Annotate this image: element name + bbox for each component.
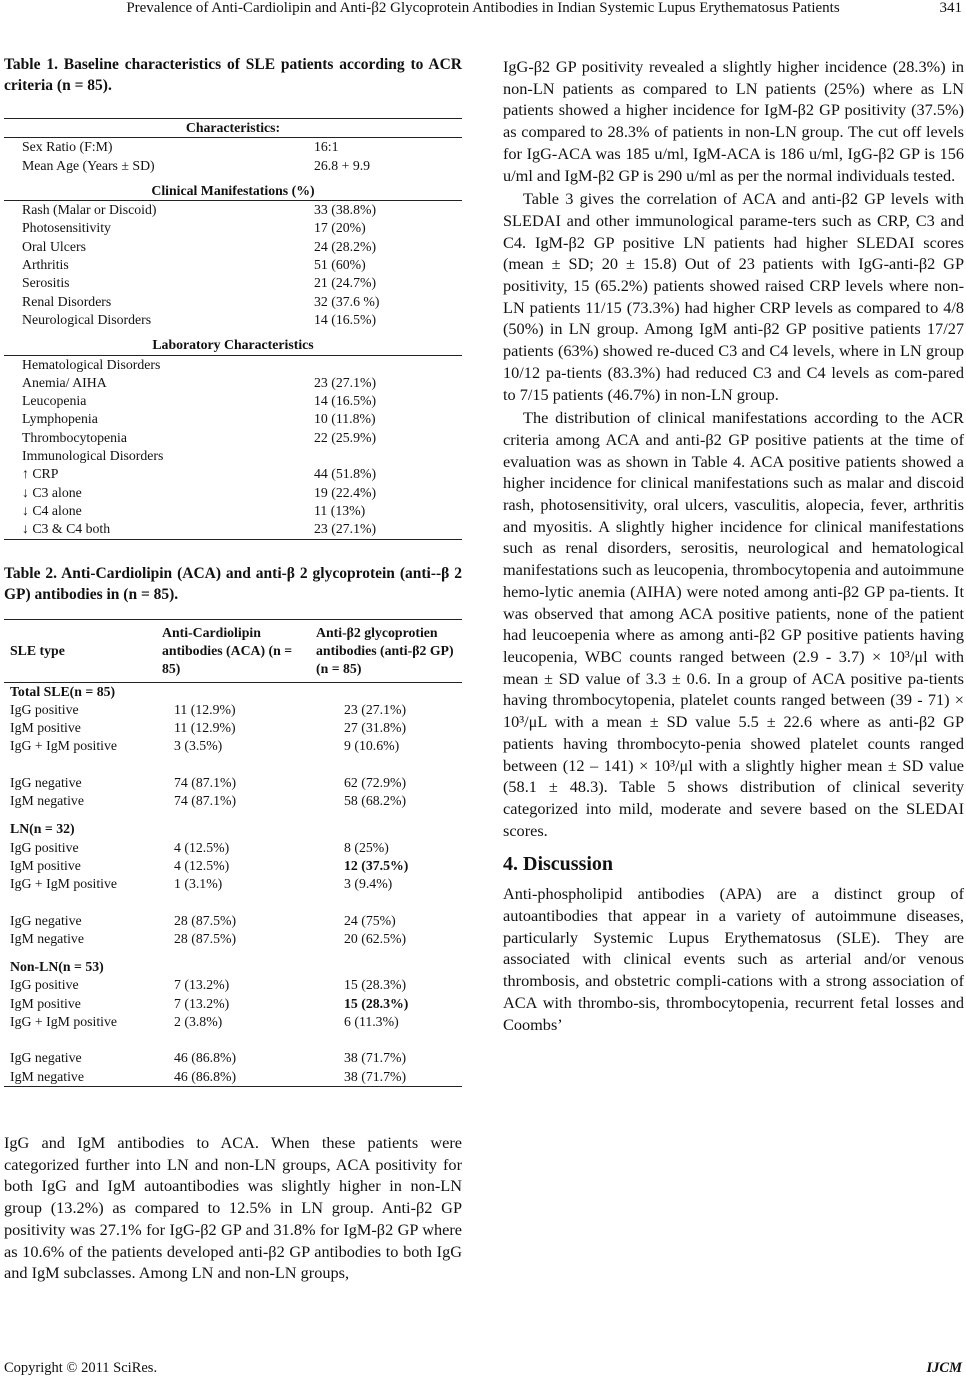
table2-column-header: SLE type	[4, 620, 162, 683]
table2-bottom-rule	[4, 1086, 462, 1087]
row-label: Mean Age (Years ± SD)	[22, 157, 155, 173]
aca-value: 46 (86.8%)	[174, 1068, 237, 1084]
row-label: IgG negative	[10, 774, 82, 790]
row-value: 10 (11.8%)	[314, 411, 376, 427]
table2-row	[4, 839, 462, 857]
copyright-text: Copyright © 2011 SciRes.	[4, 1360, 158, 1376]
table2-row	[4, 976, 462, 994]
table2-row	[4, 701, 462, 719]
row-value	[314, 447, 462, 465]
table1-row	[4, 201, 462, 220]
anti-b2gp-value: 6 (11.3%)	[344, 1013, 399, 1029]
aca-value: 11 (12.9%)	[174, 701, 236, 717]
table2-row	[4, 774, 462, 792]
aca-value: 74 (87.1%)	[174, 774, 237, 790]
row-label: IgM positive	[10, 857, 81, 873]
aca-value: 7 (13.2%)	[174, 995, 230, 1011]
row-value: 14 (16.5%)	[314, 393, 377, 409]
row-value: 17 (20%)	[314, 220, 366, 236]
table2-row	[4, 1049, 462, 1067]
table1-row	[4, 429, 462, 447]
table2-row	[4, 1013, 462, 1031]
table1-section-heading	[4, 175, 462, 201]
row-value: 22 (25.9%)	[314, 429, 377, 445]
row-value: 14 (16.5%)	[314, 311, 377, 327]
left-paragraph: IgG and IgM antibodies to ACA. When these patients were categorized further into LN and non-LN groups, ACA positivity for both IgG and IgM autoantibodies was slightly higher in non-LN group (13.2%) as compared to 12.5% in LN group. Anti-β2 GP positivity was 27.1% for IgG-β2 GP and 31.8% for IgM-β2 GP where as 10.6% of the patients developed anti-β2 GP antibodies to both IgG and IgM subclasses. Among LN and non-LN groups,	[4, 1133, 462, 1283]
section-heading-text: Characteristics:	[4, 119, 462, 138]
anti-b2gp-value: 8 (25%)	[344, 839, 389, 855]
row-label: Sex Ratio (F:M)	[22, 139, 113, 155]
aca-value: 4 (12.5%)	[174, 857, 230, 873]
anti-b2gp-value: 27 (31.8%)	[344, 720, 407, 736]
row-label: Arthritis	[22, 257, 69, 273]
aca-value: 28 (87.5%)	[174, 930, 237, 946]
table1-section-heading	[4, 329, 462, 355]
table2-row	[4, 756, 462, 774]
row-value: 32 (37.6 %)	[314, 293, 380, 309]
row-value: 51 (60%)	[314, 257, 366, 273]
running-header	[0, 0, 966, 17]
aca-value: 3 (3.5%)	[174, 738, 223, 754]
row-label: Renal Disorders	[22, 293, 112, 309]
table2-group-title	[4, 682, 462, 701]
page-number: 341	[939, 0, 962, 16]
right-paragraph-3: The distribution of clinical manifestations according to the ACR criteria among ACA and anti-β2 GP positive patients at the time of evaluation was as shown in Table 4. ACA positive patients showed a higher incidence for clinical manifestations such as malar and discoid rash, photosensitivity, oral ulcers, vasculitis, alopecia, fever, arthritis and myositis. A slightly higher incidence for clinical manifestations such as renal disorders, serositis, neurological and hematological manifestations such as leucopenia, thrombocytopenia and autoimmune hemo-lytic anemia (AIHA) were noted among anti-β2 GP pa-tients. It was observed that among ACA positive patients, none of the patient had leucoepenia where as among anti-β2 GP positive patients having leucopenia, WBC counts ranged between (2.9 - 3.7) × 10³/μl with mean ± SD value of 3.3 ± 0.6. In a group of ACA positive pa-tients having thrombocytopenia, platelet counts ranged between (39 - 71) × 10³/μL with a mean ± SD value 5.5 ± 22.6 where as anti-β2 GP patients having thrombocyto-penia showed platelet counts ranged between (12 – 141) × 10³/μl with a slightly higher mean ± SD value (58.1 ± 48.3). Table 5 shows distribution of clinical severity categorized into mild, moderate and severe based on the SLEDAI scores.	[503, 408, 964, 840]
row-value: 33 (38.8%)	[314, 202, 377, 218]
row-label: Leucopenia	[22, 393, 87, 409]
left-body-text	[4, 1132, 462, 1284]
row-value: 44 (51.8%)	[314, 466, 377, 482]
aca-value: 2 (3.8%)	[174, 1013, 223, 1029]
row-value: 19 (22.4%)	[314, 484, 377, 500]
row-label: IgG negative	[10, 1050, 82, 1066]
table1-caption: Table 1. Baseline characteristics of SLE patients according to ACR criteria (n = 85).	[4, 56, 462, 94]
row-label: IgG positive	[10, 701, 79, 717]
header-title: Prevalence of Anti-Cardiolipin and Anti-β2 Glycoprotein Antibodies in Indian Systemic Lupus Erythematosus Patients	[126, 0, 840, 16]
table1-row	[4, 447, 462, 465]
row-label: Lymphopenia	[22, 411, 98, 427]
journal-abbrev: IJCM	[926, 1360, 962, 1376]
section-heading-discussion: 4. Discussion	[503, 853, 614, 876]
table2-row	[4, 737, 462, 755]
row-label: ↓ C4 alone	[22, 502, 82, 518]
row-label: ↑ CRP	[22, 466, 59, 482]
discussion-paragraph: Anti-phospholipid antibodies (APA) are a distinct group of autoantibodies that appear in a variety of autoimmune diseases, particularly Systemic Lupus Erythematosus (SLE). They are associated with clinical events such as arterial and/or venous thrombosis, and obstetric compli-cations with a strong association of ACA with thrombo-sis, thrombocytopenia, recurrent fetal losses and Coombs’	[503, 884, 964, 1034]
table2-row	[4, 912, 462, 930]
anti-b2gp-value: 12 (37.5%)	[344, 857, 409, 873]
table2-row	[4, 875, 462, 893]
table1-row	[4, 138, 462, 157]
row-label: Immunological Disorders	[22, 448, 164, 464]
row-label: IgM negative	[10, 1068, 84, 1084]
aca-value: 7 (13.2%)	[174, 977, 230, 993]
anti-b2gp-value: 20 (62.5%)	[344, 930, 407, 946]
aca-value	[162, 894, 316, 912]
section-heading-text: Laboratory Characteristics	[4, 329, 462, 355]
table2-row	[4, 857, 462, 875]
row-label: IgG + IgM positive	[10, 738, 118, 754]
table1-section-heading	[4, 119, 462, 138]
table2-row	[4, 1031, 462, 1049]
row-label: IgG positive	[10, 839, 79, 855]
group-title-text: Non-LN(n = 53)	[10, 959, 104, 975]
left-column	[4, 54, 462, 1087]
anti-b2gp-value	[316, 894, 462, 912]
table1-row	[4, 293, 462, 311]
right-paragraph-1: IgG-β2 GP positivity revealed a slightly higher incidence (28.3%) in non-LN patients as compared to LN patients (25%) where as LN patients showed a higher incidence for IgM-β2 GP positivity (37.5%) as compared to 28.3% of patients in non-LN group. The cut off levels for IgG-ACA was 185 u/ml, IgM-ACA is 186 u/ml, IgG-β2 GP is 156 u/ml and IgM-β2 GP is 290 u/ml as per the normal individuals tested.	[503, 57, 964, 185]
row-label: IgG negative	[10, 912, 82, 928]
section-heading-text: Clinical Manifestations (%)	[4, 175, 462, 201]
aca-value	[162, 1031, 316, 1049]
table1-row	[4, 238, 462, 256]
table1	[4, 119, 462, 539]
table2-column-header: Anti-Cardiolipin antibodies (ACA) (n = 85)	[162, 620, 316, 683]
row-value: 16:1	[314, 139, 339, 155]
table2-row	[4, 792, 462, 810]
aca-value: 11 (12.9%)	[174, 720, 236, 736]
row-label: Rash (Malar or Discoid)	[22, 202, 157, 218]
table1-row	[4, 465, 462, 483]
table2-row	[4, 995, 462, 1013]
right-paragraph-2: Table 3 gives the correlation of ACA and anti-β2 GP levels with SLEDAI and other immunological parame-ters such as CRP, C3 and C4. IgM-β2 GP positive LN patients had higher SLEDAI scores (mean ± SD; 20 ± 15.8) Out of 23 patients with IgG-anti-β2 GP positivity, 15 (65.2%) patients showed raised CRP levels where non-LN patients 11/15 (73.3%) had higher CRP levels as compared to 4/8 (50%) in LN group. Among IgM anti-β2 GP positive patients 17/27 patients (63%) showed re-duced C3 and C4 levels, where in LN group 10/12 pa-tients (83.3%) had reduced C3 and C4 levels as com-pared to 7/15 patients (46.7%) in non-LN group.	[503, 189, 964, 404]
table2-row	[4, 894, 462, 912]
row-value: 21 (24.7%)	[314, 275, 377, 291]
aca-value: 28 (87.5%)	[174, 912, 237, 928]
table2	[4, 620, 462, 1086]
table1-row	[4, 392, 462, 410]
anti-b2gp-value	[316, 756, 462, 774]
right-column	[503, 56, 964, 1035]
anti-b2gp-value: 23 (27.1%)	[344, 701, 407, 717]
table2-header-row	[4, 620, 462, 683]
row-value: 11 (13%)	[314, 502, 366, 518]
table1-row	[4, 311, 462, 329]
row-label: Anemia/ AIHA	[22, 374, 107, 390]
row-value: 23 (27.1%)	[314, 374, 377, 390]
table1-row	[4, 256, 462, 274]
row-value	[314, 355, 462, 374]
aca-value	[162, 756, 316, 774]
anti-b2gp-value: 24 (75%)	[344, 912, 396, 928]
anti-b2gp-value: 15 (28.3%)	[344, 995, 409, 1011]
aca-value: 74 (87.1%)	[174, 793, 237, 809]
table1-row	[4, 520, 462, 538]
table1-row	[4, 502, 462, 520]
anti-b2gp-value: 15 (28.3%)	[344, 977, 407, 993]
row-label: Serositis	[22, 275, 70, 291]
table1-row	[4, 355, 462, 374]
table2-caption: Table 2. Anti-Cardiolipin (ACA) and anti-β 2 glycoprotein (anti--β 2 GP) antibodies in (n = 85).	[4, 564, 462, 603]
table2-column-header: Anti-β2 glycoprotien antibodies (anti-β2 GP) (n = 85)	[316, 620, 462, 683]
table2-row	[4, 930, 462, 948]
row-label: Neurological Disorders	[22, 311, 152, 327]
anti-b2gp-value: 9 (10.6%)	[344, 738, 400, 754]
table1-bottom-rule	[4, 539, 462, 540]
anti-b2gp-value: 3 (9.4%)	[344, 876, 393, 892]
table1-row	[4, 484, 462, 502]
table1-row	[4, 219, 462, 237]
row-label: IgM negative	[10, 793, 84, 809]
anti-b2gp-value: 62 (72.9%)	[344, 774, 407, 790]
aca-value: 46 (86.8%)	[174, 1050, 237, 1066]
row-label: IgM negative	[10, 930, 84, 946]
row-label	[4, 756, 162, 774]
page-footer	[4, 1360, 962, 1377]
row-label: Thrombocytopenia	[22, 429, 127, 445]
row-label: IgM positive	[10, 995, 81, 1011]
table2-group-title	[4, 948, 462, 976]
row-label: Photosensitivity	[22, 220, 111, 236]
aca-value: 1 (3.1%)	[174, 876, 223, 892]
table2-row	[4, 719, 462, 737]
table2-group-title	[4, 810, 462, 838]
row-value: 26.8 + 9.9	[314, 157, 371, 173]
group-title-text: LN(n = 32)	[10, 821, 75, 837]
row-label: Oral Ulcers	[22, 238, 86, 254]
table1-row	[4, 410, 462, 428]
anti-b2gp-value: 38 (71.7%)	[344, 1068, 407, 1084]
anti-b2gp-value	[316, 1031, 462, 1049]
table2-row	[4, 1068, 462, 1086]
row-label	[4, 1031, 162, 1049]
row-label: IgG + IgM positive	[10, 876, 118, 892]
table1-row	[4, 157, 462, 175]
row-value: 23 (27.1%)	[314, 521, 377, 537]
row-label: IgG + IgM positive	[10, 1013, 118, 1029]
row-label: IgG positive	[10, 977, 79, 993]
anti-b2gp-value: 58 (68.2%)	[344, 793, 407, 809]
row-label: ↓ C3 & C4 both	[22, 521, 111, 537]
row-value: 24 (28.2%)	[314, 238, 377, 254]
group-title-text: Total SLE(n = 85)	[10, 683, 116, 699]
row-label: IgM positive	[10, 720, 81, 736]
aca-value: 4 (12.5%)	[174, 839, 230, 855]
anti-b2gp-value: 38 (71.7%)	[344, 1050, 407, 1066]
row-label: ↓ C3 alone	[22, 484, 82, 500]
table1-row	[4, 274, 462, 292]
row-label: Hematological Disorders	[22, 356, 161, 372]
row-label	[4, 894, 162, 912]
table1-row	[4, 374, 462, 392]
